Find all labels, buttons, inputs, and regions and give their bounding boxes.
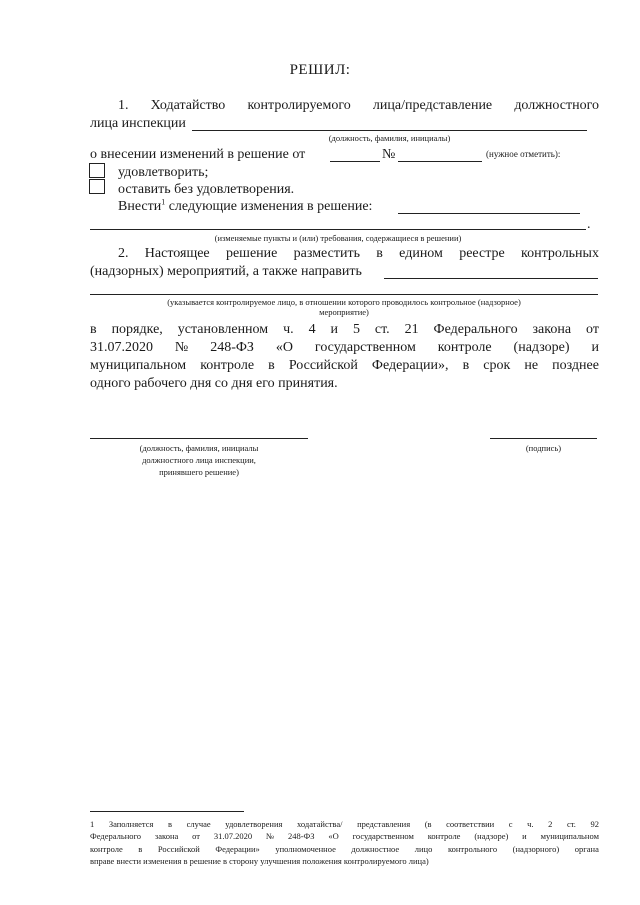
signature-left-caption-1: (должность, фамилия, инициалы [139,443,259,453]
word: Российской [157,844,200,854]
caption-send-to-1: (указывается контролируемое лицо, в отношении которого проводилось контрольное (надзорное) [167,297,521,307]
word: порядке, [111,322,163,337]
word: Настоящее [144,246,210,261]
option-reject: оставить без удовлетворения. [118,182,295,197]
word: 1. [118,98,129,113]
changes-dot: . [587,217,591,232]
word: контрольных [521,246,599,261]
word: в [462,358,470,373]
word: Федерации», [371,358,449,373]
word: Федерального [433,322,518,337]
word: случае [186,819,211,829]
word: соответствии [446,819,495,829]
word: в [90,322,97,337]
word: контрольного [447,844,498,854]
word: контроле [427,831,461,841]
item2-body-line4: одного рабочего дня со дня его принятия. [90,376,338,391]
amend-text-rest: следующие изменения в решение: [168,199,373,214]
signature-line [490,438,597,439]
word: 4 [308,322,316,337]
word: ч. [283,322,294,337]
word: (надзоре) [513,340,570,355]
word: в [168,819,173,829]
footnote-line4: вправе внести изменения в решение в сторону улучшения положения контролируемого лица) [90,856,429,866]
word: реестре [459,246,505,261]
word: 92 [590,819,599,829]
word: ст. [374,322,390,337]
word: государственном [352,831,414,841]
footnote-line2 [90,830,599,842]
word: (надзорного) [512,844,560,854]
signature-left-caption-3: принявшего решение) [159,467,239,477]
word: «О [275,340,293,355]
item2-line2: (надзорных) мероприятий, а также направить [90,264,362,279]
word: и [591,340,599,355]
word: ст. [566,819,576,829]
word: ходатайства/ [297,819,343,829]
word: лицо [414,844,433,854]
amend-text [118,198,372,215]
amend-prefix: о внесении изменений в решение от [90,147,306,162]
signature-right-caption: (подпись) [525,443,562,453]
word: Федерации» [215,844,260,854]
word: контроле [90,844,123,854]
word: 21 [404,322,419,337]
word: Федерального [90,831,142,841]
word: Ходатайство [150,98,226,113]
word: муниципальном [540,831,599,841]
word: 5 [352,322,360,337]
word: «О [328,831,339,841]
footnote-separator [90,811,244,812]
item1-line1 [118,97,599,114]
word: в [138,844,143,854]
word: не [524,358,539,373]
word: и [330,322,339,337]
signature-left-caption-2: должностного лица инспекции, [142,455,256,465]
item2-body-line3 [90,357,599,374]
word: должностного [514,98,599,113]
official-fill-line [192,130,587,131]
official-signature-line [90,438,308,439]
caption-changes: (изменяемые пункты и (или) требования, содержащиеся в решении) [214,233,462,243]
word: органа [574,844,599,854]
word: 1 [90,819,95,829]
word: 31.07.2020 [213,831,253,841]
satisfy-checkbox[interactable] [89,163,105,178]
word: уполномоченное [275,844,336,854]
word: решение [225,246,278,261]
word: контроле [200,358,255,373]
word: № [174,340,189,355]
amend-text-start: Внести [118,199,162,214]
word: муниципальном [90,358,187,373]
item2-line1 [118,245,599,262]
word: позднее [552,358,599,373]
decision-number-line [398,161,482,162]
word: (надзоре) [474,831,509,841]
item1-line2: лица инспекции [90,116,186,131]
word: 248-ФЗ [287,831,315,841]
number-sign: № [382,147,396,162]
document-heading: РЕШИЛ: [289,62,351,78]
changes-fill-line-2 [90,229,586,230]
word: лица/представление [372,98,493,113]
word: и [522,831,527,841]
word: в [268,358,275,373]
word: едином [399,246,443,261]
send-to-fill-line-1 [384,278,598,279]
word: в [376,246,383,261]
word: закона [532,322,572,337]
word: должностное [351,844,400,854]
item2-body-line2 [90,339,599,356]
word: № [265,831,275,841]
word: Российской [288,358,358,373]
word: 2. [118,246,129,261]
word: ч. [527,819,534,829]
word: контролируемого [247,98,351,113]
word: установленном [177,322,269,337]
word: разместить [293,246,360,261]
word: закона [154,831,179,841]
word: 2 [548,819,553,829]
word: удовлетворения [225,819,283,829]
item2-body-line1 [90,321,599,338]
option-satisfy: удовлетворить; [118,165,209,180]
word: 248-ФЗ [210,340,254,355]
send-to-fill-line-2 [90,294,598,295]
word: от [586,322,599,337]
word: срок [483,358,511,373]
word: представления [357,819,411,829]
word: с [508,819,513,829]
footnote-mark: 1 [161,197,166,207]
footnote-line3 [90,843,599,855]
word: 31.07.2020 [90,340,153,355]
changes-fill-line-1 [398,213,580,214]
decision-date-line [330,161,380,162]
reject-checkbox[interactable] [89,179,105,194]
word: Заполняется [108,819,154,829]
word: от [192,831,200,841]
footnote-line1 [90,818,599,830]
mark-needed-note: (нужное отметить): [486,149,561,159]
word: контроле [437,340,492,355]
word: (в [424,819,432,829]
caption-official: (должность, фамилия, инициалы) [328,133,451,143]
word: государственном [314,340,416,355]
caption-send-to-2: мероприятие) [319,307,369,317]
